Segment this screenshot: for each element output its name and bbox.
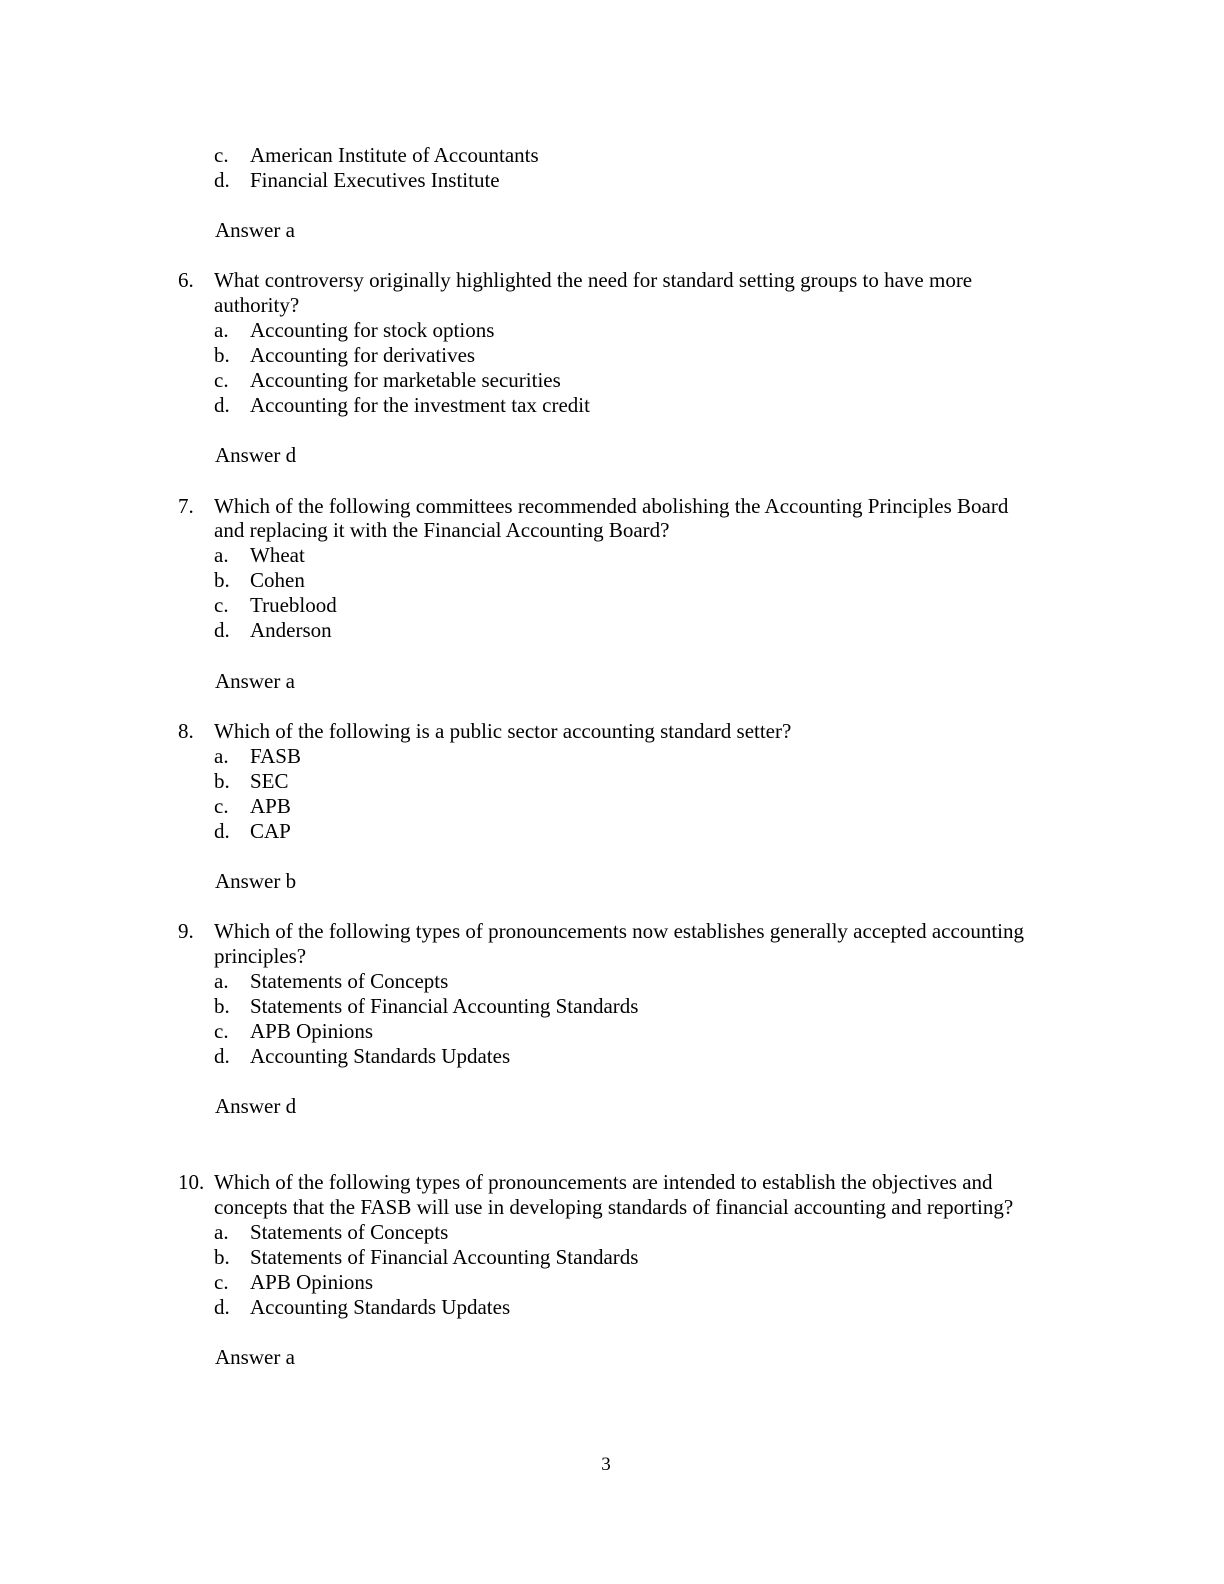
question-text: authority? (214, 293, 300, 317)
option-text: Accounting Standards Updates (250, 1044, 511, 1068)
option-text: APB Opinions (250, 1270, 374, 1294)
question-text: Which of the following committees recommended abolishing the Accounting Principles Board (214, 494, 1009, 518)
question-text: What controversy originally highlighted the need for standard setting groups to have more (214, 268, 973, 292)
option-letter: c. (214, 368, 229, 392)
option-text: Statements of Financial Accounting Standards (250, 994, 639, 1018)
option-text: Statements of Financial Accounting Standards (250, 1245, 639, 1269)
answer-line: Answer d (215, 443, 297, 467)
option-text: Accounting for derivatives (250, 343, 476, 367)
option-text: APB (250, 794, 291, 818)
question-text: Which of the following types of pronouncements are intended to establish the objectives and (214, 1170, 993, 1194)
question-number: 9. (178, 919, 194, 943)
option-text: Wheat (250, 543, 305, 567)
option-letter: a. (214, 744, 229, 768)
option-letter: b. (214, 1245, 230, 1269)
option-letter: c. (214, 1019, 229, 1043)
option-letter: b. (214, 994, 230, 1018)
answer-line: Answer b (215, 869, 297, 893)
question-number: 8. (178, 719, 194, 743)
answer-line: Answer a (215, 218, 295, 242)
option-letter: d. (214, 1044, 230, 1068)
page-number: 3 (601, 1454, 611, 1475)
option-letter: d. (214, 819, 230, 843)
option-text: APB Opinions (250, 1019, 374, 1043)
answer-line: Answer a (215, 669, 295, 693)
option-text: SEC (250, 769, 289, 793)
option-text: FASB (250, 744, 301, 768)
option-text: Accounting for the investment tax credit (250, 393, 590, 417)
option-text: Cohen (250, 568, 305, 592)
option-text: American Institute of Accountants (250, 143, 539, 167)
option-letter: b. (214, 343, 230, 367)
question-text: principles? (214, 944, 307, 968)
question-text: concepts that the FASB will use in developing standards of financial accounting and reporting? (214, 1195, 1014, 1219)
option-letter: b. (214, 769, 230, 793)
option-text: Statements of Concepts (250, 1220, 449, 1244)
option-text: Anderson (250, 618, 332, 642)
option-letter: c. (214, 794, 229, 818)
option-text: Financial Executives Institute (250, 168, 500, 192)
option-letter: a. (214, 1220, 229, 1244)
option-letter: d. (214, 168, 230, 192)
option-letter: b. (214, 568, 230, 592)
question-text: Which of the following is a public sector accounting standard setter? (214, 719, 792, 743)
option-letter: a. (214, 969, 229, 993)
option-letter: d. (214, 618, 230, 642)
option-text: Accounting for marketable securities (250, 368, 561, 392)
question-number: 6. (178, 268, 194, 292)
answer-line: Answer d (215, 1094, 297, 1118)
answer-line: Answer a (215, 1345, 295, 1369)
question-text: Which of the following types of pronouncements now establishes generally accepted accounting (214, 919, 1024, 943)
option-letter: d. (214, 393, 230, 417)
option-text: Trueblood (250, 593, 337, 617)
question-text: and replacing it with the Financial Accounting Board? (214, 518, 670, 542)
option-letter: d. (214, 1295, 230, 1319)
question-number: 10. (178, 1170, 205, 1194)
option-text: Accounting Standards Updates (250, 1295, 511, 1319)
question-number: 7. (178, 494, 194, 518)
option-letter: a. (214, 318, 229, 342)
option-text: CAP (250, 819, 291, 843)
option-text: Statements of Concepts (250, 969, 449, 993)
option-text: Accounting for stock options (250, 318, 495, 342)
option-letter: a. (214, 543, 229, 567)
option-letter: c. (214, 143, 229, 167)
option-letter: c. (214, 593, 229, 617)
option-letter: c. (214, 1270, 229, 1294)
